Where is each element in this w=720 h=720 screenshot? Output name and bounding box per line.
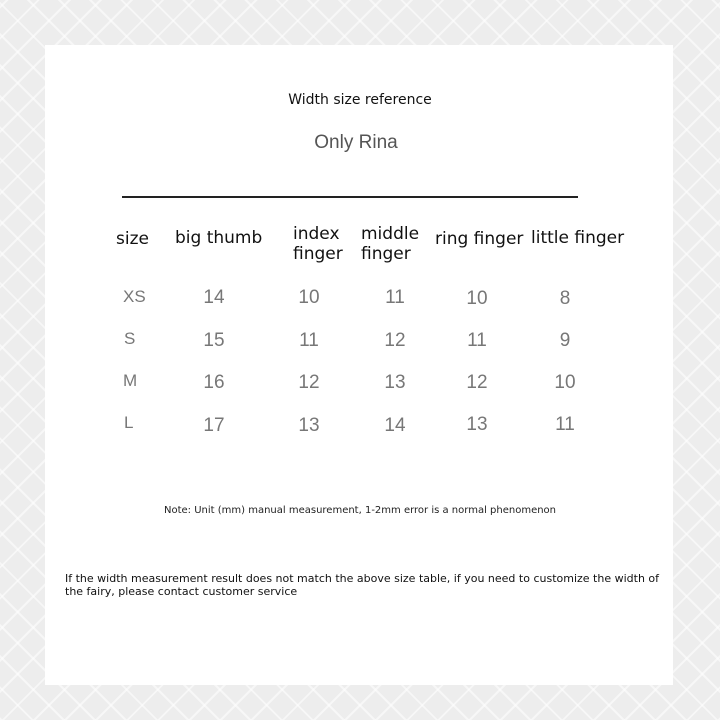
header-little-finger: little finger [531, 228, 625, 248]
table-cell: 11 [467, 330, 487, 351]
table-cell: 9 [559, 330, 571, 351]
table-cell: 10 [466, 288, 488, 309]
page-title: Width size reference [288, 92, 432, 108]
header-ring-finger: ring finger [435, 229, 524, 249]
header-big-thumb: big thumb [175, 228, 263, 248]
table-cell: 8 [559, 288, 571, 309]
table-cell: 12 [298, 372, 320, 393]
table-cell: 16 [203, 372, 225, 393]
table-cell: 11 [385, 287, 405, 308]
table-cell: 13 [466, 414, 488, 435]
table-cell: 11 [299, 330, 319, 351]
table-cell: 10 [554, 372, 576, 393]
table-cell: 10 [298, 287, 320, 308]
customization-notice: If the width measurement result does not match the above size table, if you need to customize the width of the fairy, please contact customer service [65, 572, 660, 598]
table-cell: 17 [203, 415, 225, 436]
measurement-note: Note: Unit (mm) manual measurement, 1-2mm error is a normal phenomenon [163, 505, 557, 516]
table-cell-size: L [124, 413, 134, 432]
header-middle-finger: middle finger [361, 224, 420, 264]
table-cell: 14 [203, 287, 225, 308]
table-cell-size: M [123, 371, 138, 390]
table-cell: 12 [466, 372, 488, 393]
header-size: size [116, 229, 149, 249]
table-cell: 11 [555, 414, 575, 435]
table-cell: 12 [384, 330, 406, 351]
table-cell: 13 [384, 372, 406, 393]
header-index-finger: index finger [293, 224, 343, 264]
table-cell-size: S [124, 329, 136, 348]
table-cell: 15 [203, 330, 225, 351]
divider [122, 196, 578, 198]
table-cell: 13 [298, 415, 320, 436]
table-cell: 14 [384, 415, 406, 436]
table-cell-size: XS [123, 287, 146, 306]
brand-name: Only Rina [314, 132, 398, 153]
